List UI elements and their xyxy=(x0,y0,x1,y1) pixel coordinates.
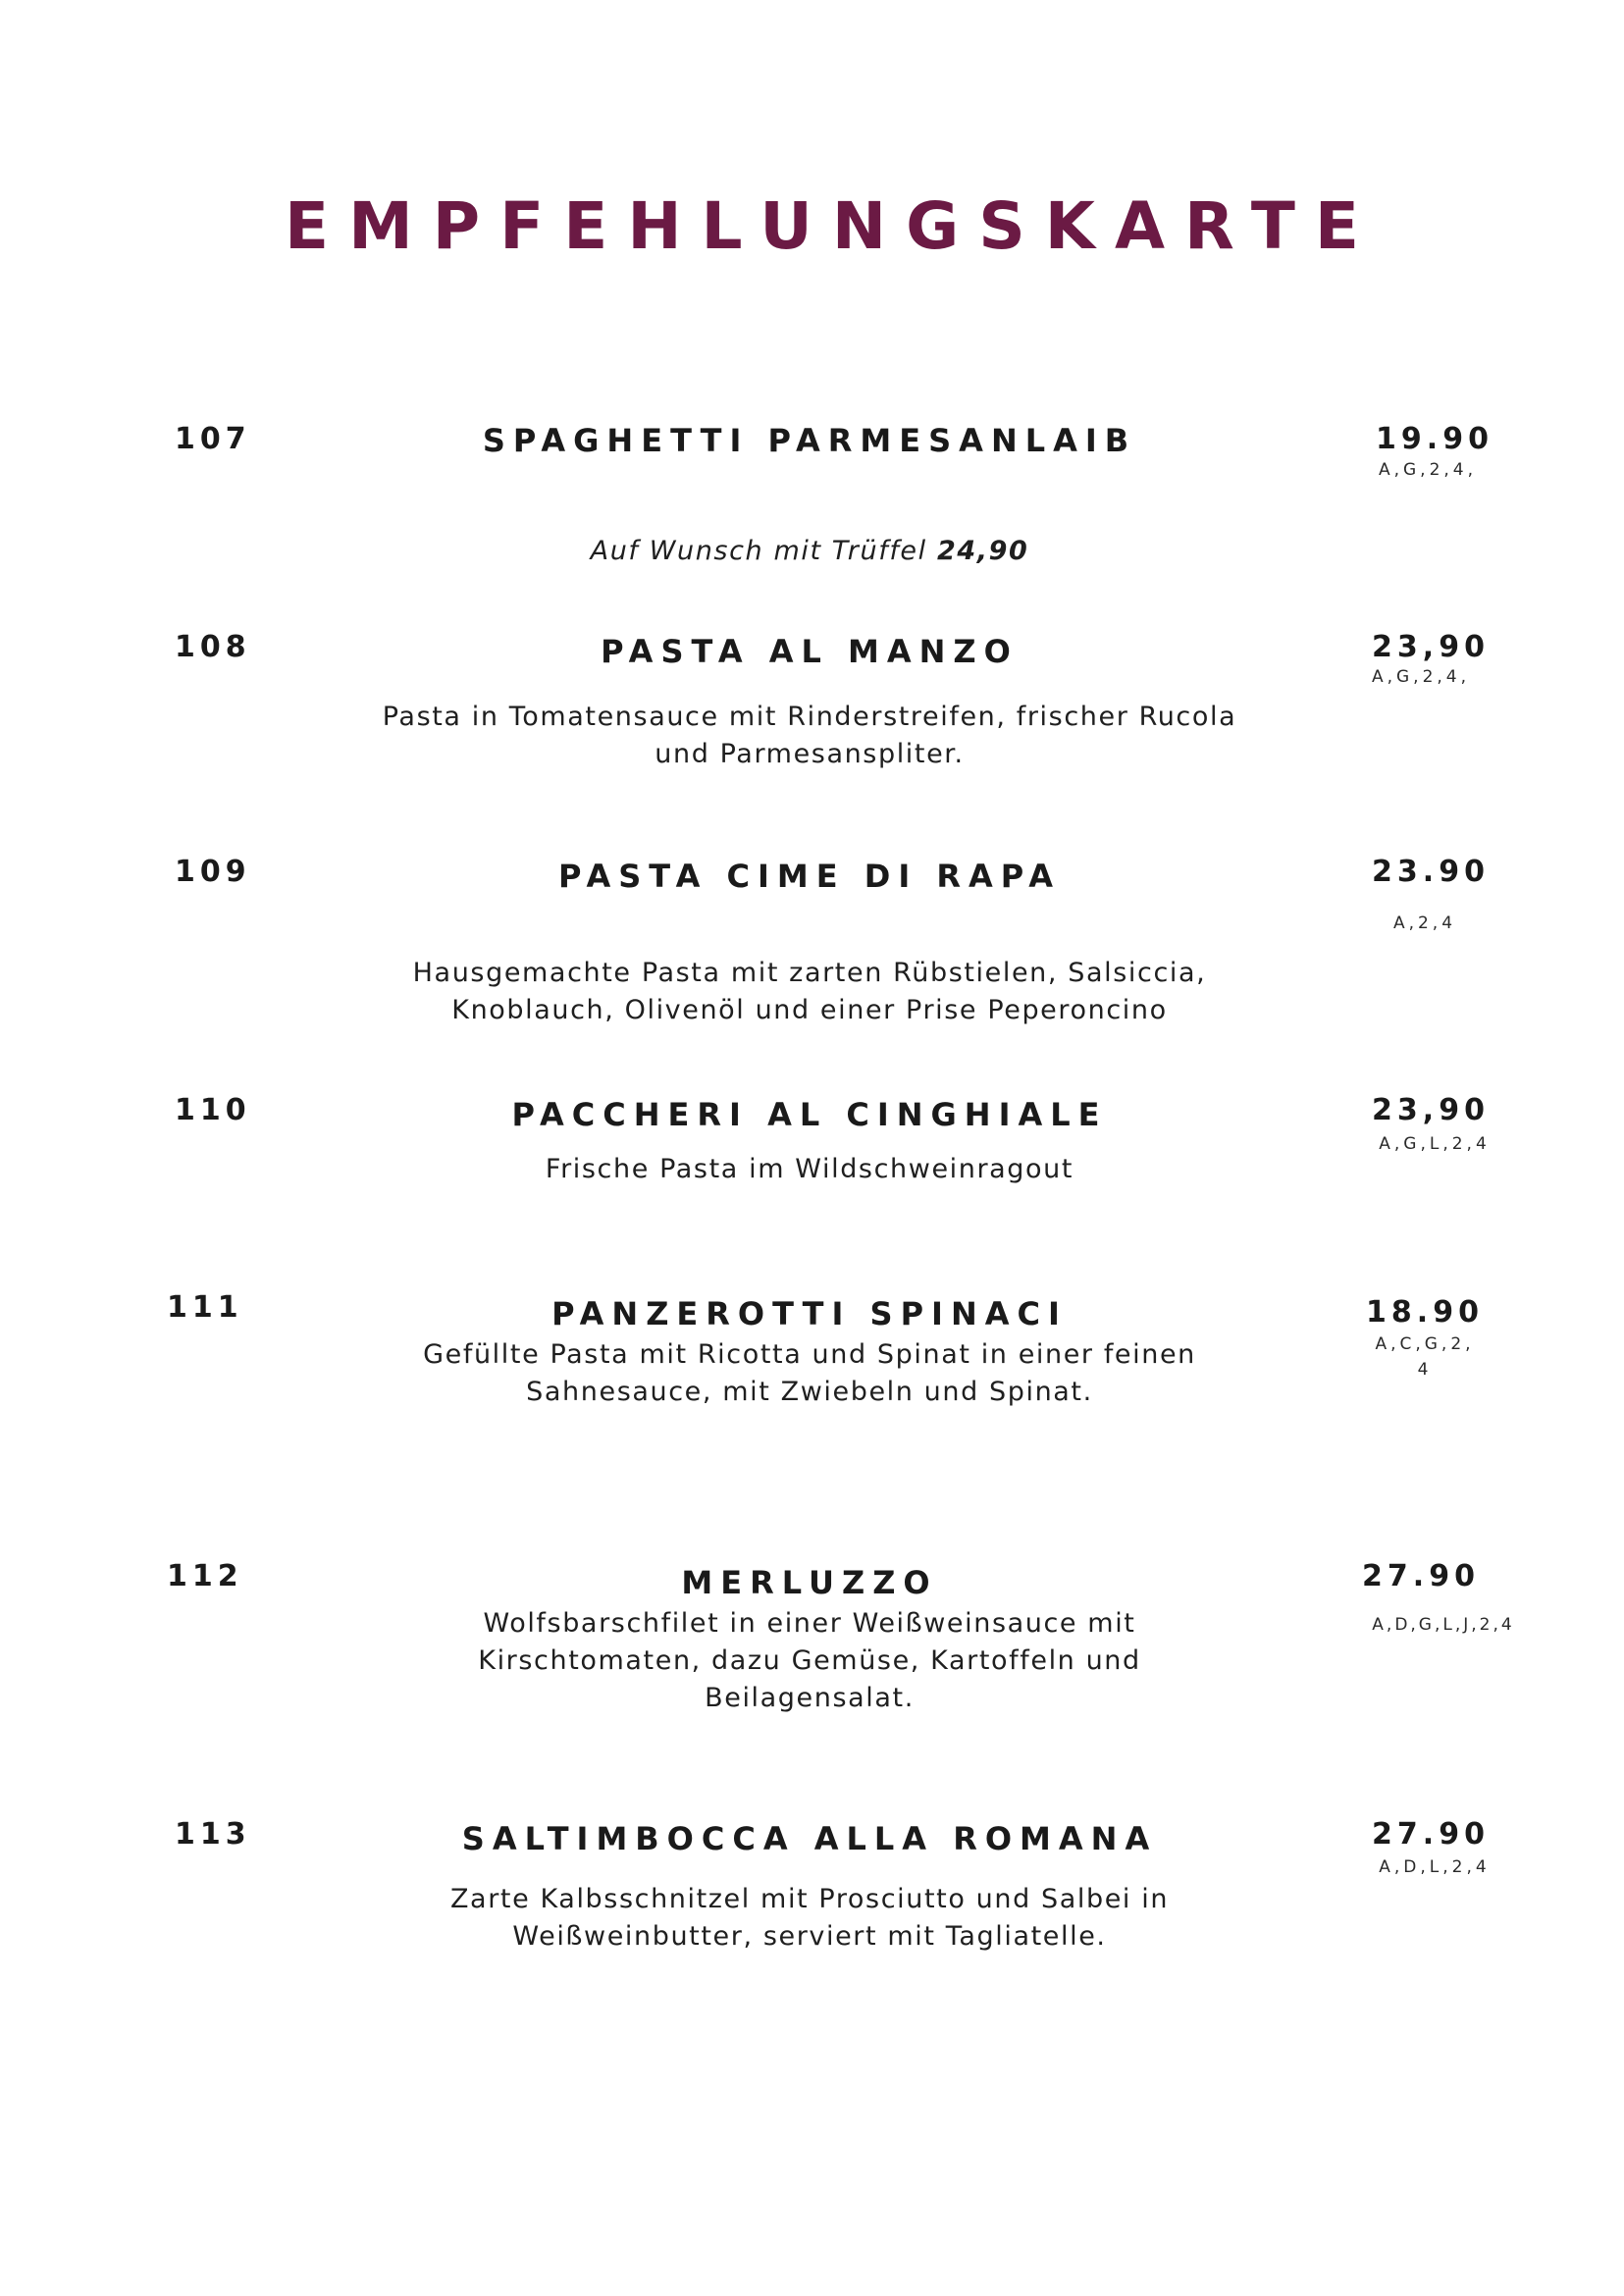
item-description: Pasta in Tomatensauce mit Rinderstreifen, frischer Rucola und Parmesanspliter. xyxy=(382,702,1237,769)
item-description: Wolfsbarschfilet in einer Weißweinsauce mit Kirschtomaten, dazu Gemüse, Kartoffeln und Beilagensalat. xyxy=(478,1608,1141,1713)
item-price: 18.90 xyxy=(1366,1295,1484,1330)
item-allergens: A,D,L,2,4 xyxy=(1379,1857,1491,1877)
item-number: 108 xyxy=(175,630,251,664)
item-price: 27.90 xyxy=(1362,1559,1480,1593)
item-name: PACCHERI AL CINGHIALE xyxy=(511,1096,1108,1133)
description-text: Auf Wunsch mit Trüffel xyxy=(590,536,937,566)
item-price: 23,90 xyxy=(1372,630,1490,664)
item-name: MERLUZZO xyxy=(681,1564,938,1601)
item-description xyxy=(334,496,1285,570)
item-price: 23.90 xyxy=(1372,855,1490,889)
item-allergens: A,C,G,2, 4 xyxy=(1375,1334,1475,1380)
item-description: Frische Pasta im Wildschweinragout xyxy=(545,1154,1074,1184)
item-number: 109 xyxy=(175,855,251,889)
page-title: EMPFEHLUNGSKARTE xyxy=(285,188,1379,264)
item-name: SPAGHETTI PARMESANLAIB xyxy=(482,422,1137,459)
item-name: PASTA CIME DI RAPA xyxy=(557,858,1062,895)
item-allergens: A,2,4 xyxy=(1392,913,1457,933)
item-name: PANZEROTTI SPINACI xyxy=(551,1295,1068,1332)
item-allergens: A,G,2,4, xyxy=(1378,460,1478,480)
item-name: SALTIMBOCCA ALLA ROMANA xyxy=(461,1820,1158,1857)
item-description: Gefüllte Pasta mit Ricotta und Spinat in einer feinen Sahnesauce, mit Zwiebeln und Spinat. xyxy=(423,1339,1196,1407)
item-allergens: A,G,L,2,4 xyxy=(1379,1134,1491,1154)
item-number: 111 xyxy=(167,1290,243,1325)
item-number: 107 xyxy=(175,422,251,456)
item-number: 113 xyxy=(175,1817,251,1852)
item-description: Hausgemachte Pasta mit zarten Rübstielen, Salsiccia, Knoblauch, Olivenöl und einer Prise Peperoncino xyxy=(412,958,1207,1025)
item-price: 19.90 xyxy=(1376,422,1493,456)
item-price: 27.90 xyxy=(1372,1817,1490,1852)
item-name: PASTA AL MANZO xyxy=(601,633,1019,670)
truffle-price: 24,90 xyxy=(936,536,1029,566)
item-number: 110 xyxy=(175,1093,251,1127)
item-description: Zarte Kalbsschnitzel mit Prosciutto und Salbei in Weißweinbutter, serviert mit Tagliatelle. xyxy=(449,1884,1170,1952)
item-allergens: A,G,2,4, xyxy=(1371,667,1471,687)
item-allergens: A,D,G,L,J,2,4 xyxy=(1372,1615,1515,1635)
item-number: 112 xyxy=(167,1559,243,1593)
item-price: 23,90 xyxy=(1372,1093,1490,1127)
